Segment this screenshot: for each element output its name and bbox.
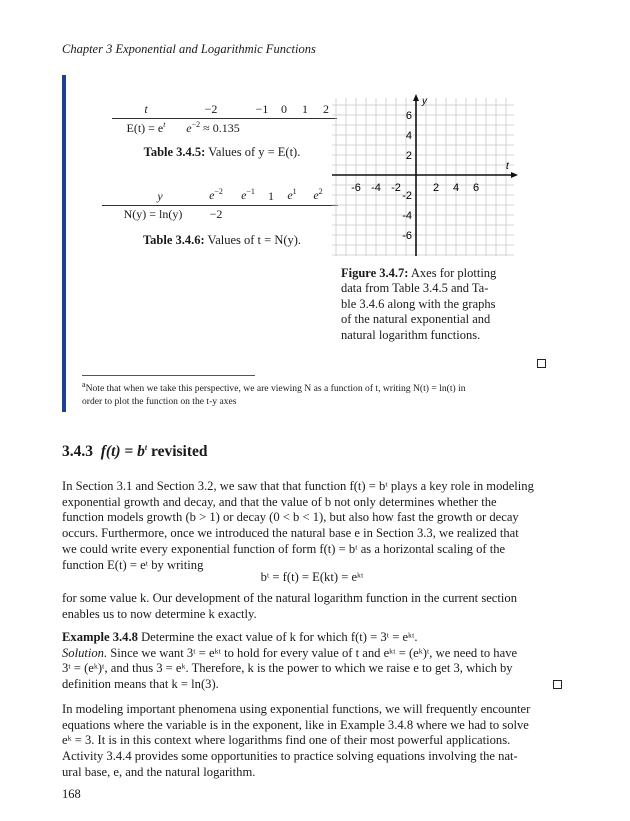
table2-row-value: −2 bbox=[209, 207, 223, 221]
table1-header-neg2: −2 bbox=[204, 102, 218, 116]
x-tick-label: -6 bbox=[351, 182, 361, 194]
page-number: 168 bbox=[62, 787, 81, 801]
paragraph-1 bbox=[62, 479, 564, 573]
paragraph-line: occurs. Furthermore, once we introduced the natural base e in Section 3.3, we realized that bbox=[62, 526, 519, 541]
paragraph-line: In modeling important phenomena using exponential functions, we will frequently encounter bbox=[62, 702, 531, 716]
figure-caption-line: data from Table 3.4.5 and Ta- bbox=[341, 281, 489, 296]
footnote-line: $^a$Note that when we take this perspective, we are viewing N as a function of t, writing N(t) = ln(t) in bbox=[82, 380, 466, 395]
paragraph-line: for some value k. Our development of the natural logarithm function in the current section bbox=[62, 591, 517, 605]
chapter-header: Chapter 3 Exponential and Logarithmic Functions bbox=[62, 42, 316, 56]
example-solution-line: 3ᵗ = (eᵏ)ᵗ, and thus 3 = eᵏ. Therefore, k is the power to which we raise e to get 3, which by bbox=[62, 661, 513, 676]
figure-caption-line: of the natural exponential and bbox=[341, 312, 491, 327]
example-solution-line: Solution. Since we want 3ᵗ = eᵏᵗ to hold for every value of t and eᵏᵗ = (eᵏ)ᵗ, we need to have bbox=[62, 645, 518, 660]
table1-header-0: 0 bbox=[281, 102, 287, 116]
paragraph-line: equations where the variable is in the exponent, like in Example 3.4.8 where we had to solve bbox=[62, 717, 529, 732]
section-heading: 3.4.3 $f(t) = b^t$ revisited bbox=[62, 443, 208, 461]
y-axis-arrow bbox=[413, 94, 419, 101]
paragraph-line: function E(t) = eᵗ by writing bbox=[62, 557, 204, 572]
table1-caption: Table 3.4.5: Values of y = E(t). bbox=[143, 145, 301, 159]
activity-end-box bbox=[537, 359, 546, 368]
table1-header-1: 1 bbox=[302, 102, 308, 116]
example-statement: Example 3.4.8 Determine the exact value of k for which f(t) = 3ᵗ = eᵏᵗ. bbox=[62, 630, 418, 644]
t-axis-label: t bbox=[506, 161, 509, 172]
example-end-box bbox=[553, 680, 562, 689]
figure-caption-line: Figure 3.4.7: Axes for plotting bbox=[341, 266, 497, 280]
footnote bbox=[82, 378, 542, 408]
paragraph-1-continued bbox=[62, 591, 564, 622]
footnote-line: order to plot the function on the t-y axes bbox=[82, 396, 237, 408]
table2-header-e-neg1: $e^{-1}$ bbox=[241, 187, 255, 202]
footnote-rule bbox=[82, 375, 255, 376]
figure-3-4-7-caption bbox=[341, 266, 531, 343]
y-tick-label: -6 bbox=[402, 230, 412, 242]
paragraph-line: Activity 3.4.4 provides some opportunities to practice solving equations involving the nat- bbox=[62, 749, 518, 764]
table1-header-t: t bbox=[144, 102, 148, 116]
paragraph-2 bbox=[62, 702, 564, 781]
table2-header-e2: $e^2$ bbox=[313, 187, 323, 202]
table1-rule bbox=[112, 118, 337, 119]
x-tick-label: 6 bbox=[472, 182, 480, 194]
table1-header-2: 2 bbox=[323, 102, 329, 116]
x-tick-label: -2 bbox=[391, 182, 401, 194]
x-tick-label: -4 bbox=[371, 182, 381, 194]
figure-3-4-7-axes bbox=[330, 90, 530, 260]
table1-row-value: $e^{-2} \approx 0.135$ bbox=[186, 120, 240, 135]
table2-header-1: 1 bbox=[268, 189, 274, 203]
table2-row-label: N(y) = ln(y) bbox=[123, 207, 183, 221]
y-tick-labels bbox=[402, 110, 412, 242]
paragraph-line: eᵏ = 3. It is in this context where logarithms find one of their most powerful applications. bbox=[62, 733, 511, 748]
table2-header-e-neg2: $e^{-2}$ bbox=[209, 187, 223, 202]
scaling-equation: bᵗ = f(t) = E(kt) = eᵏᵗ bbox=[260, 570, 364, 584]
paragraph-line: function models growth (b > 1) or decay (0 < b < 1), but also how fast the growth or decay bbox=[62, 510, 519, 525]
axes-grid bbox=[332, 98, 514, 256]
y-tick-label: 2 bbox=[405, 150, 412, 162]
figure-caption-line: ble 3.4.6 along with the graphs bbox=[341, 296, 496, 311]
paragraph-line: ural base, e, and the natural logarithm. bbox=[62, 764, 256, 779]
figure-caption-line: natural logarithm functions. bbox=[341, 327, 481, 342]
x-tick-label: 4 bbox=[452, 182, 460, 194]
activity-left-bar bbox=[62, 75, 66, 412]
example-solution-line: definition means that k = ln(3). bbox=[62, 677, 219, 692]
table1-header-neg1: −1 bbox=[255, 102, 269, 116]
table2-header-y: y bbox=[157, 189, 163, 203]
x-tick-labels bbox=[351, 182, 479, 194]
y-tick-label: 4 bbox=[405, 130, 412, 142]
paragraph-line: we could write every exponential function of form f(t) = bᵗ as a horizontal scaling of the bbox=[62, 541, 506, 556]
table2-rule bbox=[102, 205, 338, 206]
table2-caption: Table 3.4.6: Values of t = N(y). bbox=[142, 233, 302, 247]
t-axis-arrow bbox=[511, 172, 518, 178]
x-tick-label: 2 bbox=[432, 182, 440, 194]
table2-header-e1: $e^1$ bbox=[287, 187, 297, 202]
example-3-4-8 bbox=[62, 630, 564, 693]
paragraph-line: In Section 3.1 and Section 3.2, we saw that that function f(t) = bᵗ plays a key role in modeling bbox=[62, 479, 534, 493]
paragraph-line: exponential growth and decay, and that the value of b not only determines whether the bbox=[62, 494, 497, 509]
y-tick-label: -2 bbox=[402, 190, 412, 202]
y-tick-label: 6 bbox=[405, 110, 412, 122]
y-axis-label: y bbox=[422, 96, 427, 107]
paragraph-line: enables us to now determine k exactly. bbox=[62, 606, 257, 621]
y-tick-label: -4 bbox=[402, 210, 412, 222]
table1-row-label: $E(t) = e^t$ bbox=[126, 120, 166, 135]
